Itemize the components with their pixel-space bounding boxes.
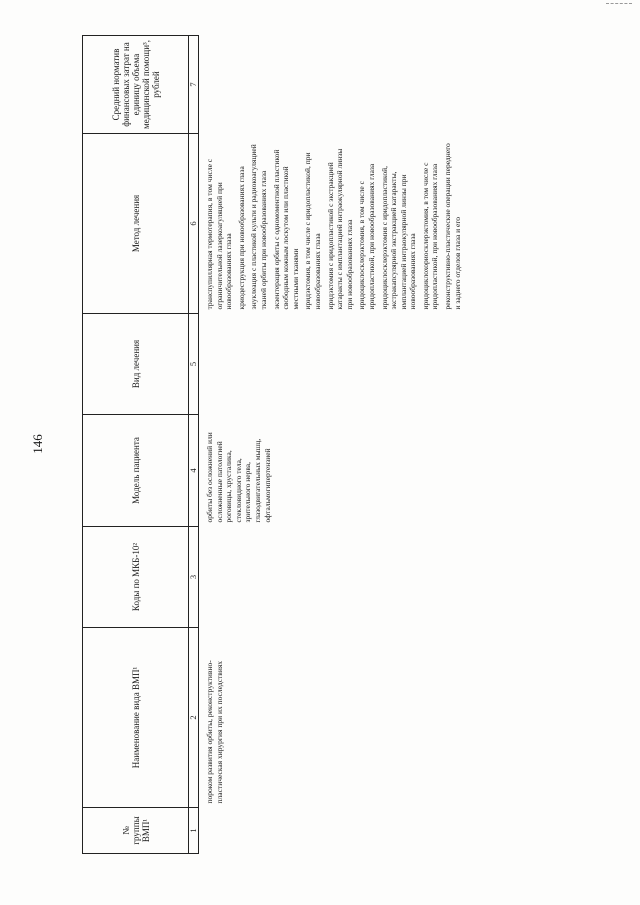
column-number: 3: [189, 527, 199, 628]
method-item: реконструктивно-пластические операции переднего и заднего отделов глаза и его: [443, 143, 462, 310]
method-item: иридоциклохориосклерэктомия, в том числе с иридопластикой, при новообразованиях глаза: [420, 162, 440, 310]
method-item: транспупиллярная термотерапия, в том числе с ограничительной лазеркоагуляцией при новообразованиях глаза: [205, 158, 234, 310]
method-item: экзентерация орбиты с одномоментной пластикой свободным кожным лоскутом или пластикой местными тканями: [271, 149, 300, 310]
header-patient-model: Модель пациента: [83, 415, 189, 527]
cell-patient-model: орбиты без осложнений или осложненные патологией роговицы, хрусталика, стекловидного тела, зрительного нерва, глазодвигательных мышц, офтальмогипертензией: [205, 432, 272, 523]
page-number: 146: [30, 434, 45, 454]
cell-treatment-methods: [199, 134, 466, 314]
header-treatment-method: Метод лечения: [83, 134, 189, 314]
header-group-number: № группы ВМП¹: [83, 808, 189, 854]
column-number: 1: [189, 808, 199, 854]
header-cost: Средний норматив финансовых затрат на единицу объема медицинской помощи³, рублей: [83, 36, 189, 134]
cell-vmp-name: пороком развития орбиты, реконструктивно-пластическая хирургия при их последствиях: [205, 660, 224, 804]
rotated-page: [82, 36, 567, 854]
table-row: [199, 36, 466, 854]
column-number-row: [189, 36, 199, 854]
header-row: [83, 36, 189, 854]
cell-codes: [199, 527, 466, 628]
method-item: иридоциклосклерэктомия с иридопластикой, экстракапсулярной экстракцией катаракты, имплантацией интраокулярной линзы при новообразованиях глаза: [379, 166, 418, 310]
column-number: 7: [189, 36, 199, 134]
column-number: 4: [189, 415, 199, 527]
header-icd-codes: Коды по МКБ-10²: [83, 527, 189, 628]
column-number: 5: [189, 314, 199, 415]
cell-cost: [199, 36, 466, 134]
column-number: 6: [189, 134, 199, 314]
cell-treatment-type: [199, 314, 466, 415]
vmp-table: [82, 35, 465, 854]
header-vmp-name: Наименование вида ВМП¹: [83, 628, 189, 808]
scan-artifact-line: [606, 3, 632, 4]
header-treatment-type: Вид лечения: [83, 314, 189, 415]
method-item: энуклеация с пластикой культи и радиокоагуляцией тканей орбиты при новообразованиях глаза: [249, 144, 268, 310]
method-item: иридэктомия с иридопластикой с экстракцией катаракты с имплантацией интраокулярной линзы при новообразованиях глаза: [325, 148, 354, 310]
landscape-sheet: [82, 36, 567, 854]
method-item: криодеструкция при новообразованиях глаза: [236, 166, 246, 310]
cell-group: [199, 808, 466, 854]
method-item: иридэктомия, в том числе с иридопластикой, при новообразованиях глаза: [303, 152, 322, 310]
column-number: 2: [189, 628, 199, 808]
method-item: иридоциклосклерэктомия, в том числе с иридопластикой, при новообразованиях глаза: [357, 163, 376, 310]
